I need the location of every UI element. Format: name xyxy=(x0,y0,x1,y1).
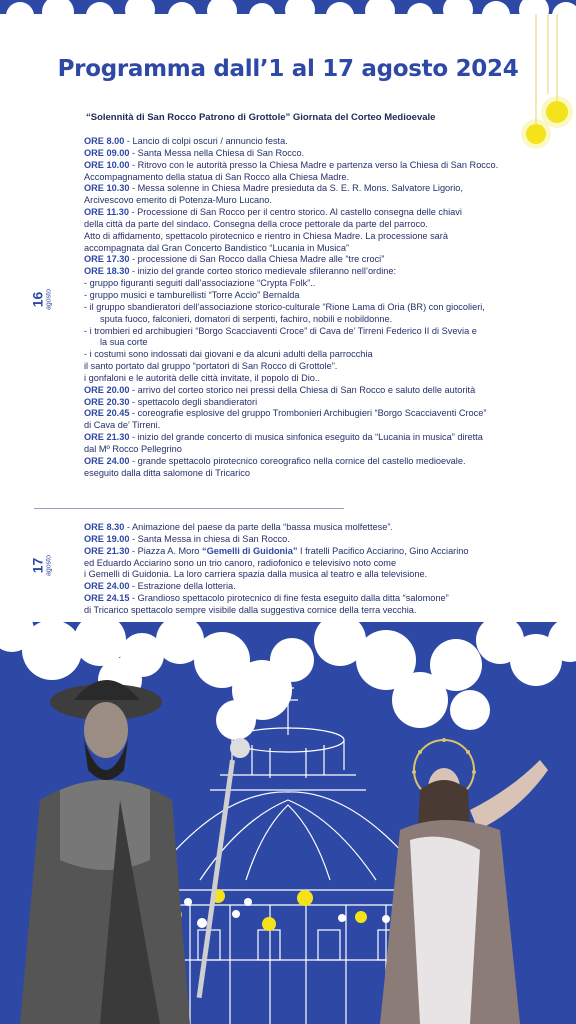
schedule-line xyxy=(84,593,554,605)
event-subtitle: “Solennità di San Rocco Patrono di Grottole” Giornata del Corteo Medioevale xyxy=(86,112,436,123)
schedule-line xyxy=(84,373,554,385)
schedule-line xyxy=(84,278,554,290)
schedule-text: - il gruppo sbandieratori dell’associazione storico-culturale “Rione Lama di Oria (BR) con giocolieri, xyxy=(84,301,485,312)
schedule-text: i Gemelli di Guidonia. La loro carriera spazia dalla musica al teatro e alla televisione. xyxy=(84,569,428,580)
schedule-text: ed Eduardo Acciarino sono un trio canoro, radiofonico e televisivo noto come xyxy=(84,557,397,568)
schedule-text: - grande spettacolo pirotecnico coreografico nella cornice del castello medioevale. xyxy=(129,455,466,466)
schedule-line xyxy=(84,160,554,172)
schedule-line xyxy=(84,408,554,420)
schedule-line xyxy=(84,195,554,207)
schedule-line xyxy=(84,266,554,278)
schedule-time: ORE 20.30 xyxy=(84,396,130,407)
schedule-line xyxy=(84,349,554,361)
schedule-line xyxy=(84,546,554,558)
schedule-highlight: “Gemelli di Guidonia” xyxy=(201,545,298,556)
schedule-line xyxy=(84,385,554,397)
schedule-line xyxy=(84,172,554,184)
schedule-time: ORE 17.30 xyxy=(84,254,130,265)
schedule-line xyxy=(84,522,554,534)
schedule-text: - inizio del grande corteo storico medievale sfileranno nell’ordine: xyxy=(129,266,397,277)
schedule-line xyxy=(84,337,554,349)
day-17-label xyxy=(31,546,54,586)
schedule-line xyxy=(84,183,554,195)
page-title: Programma dall’1 al 17 agosto 2024 xyxy=(57,56,519,82)
schedule-line xyxy=(84,148,554,160)
schedule-text: - arrivo del corteo storico nei pressi della Chiesa di San Rocco e saluto delle autorità xyxy=(129,384,476,395)
schedule-text: - Estrazione della lotteria. xyxy=(129,581,236,592)
schedule-text: I fratelli Pacifico Acciarino, Gino Acciarino xyxy=(297,545,469,556)
schedule-text: di Tricarico spettacolo sempre visibile dalla suggestiva cornice della terra vecchia. xyxy=(84,604,417,615)
madonna-statue xyxy=(380,738,548,1024)
schedule-text: - coreografie esplosive del gruppo Trombonieri Archibugieri “Borgo Scacciaventi Croce” xyxy=(129,408,487,419)
schedule-time: ORE 24.00 xyxy=(84,455,130,466)
day-number: 17 xyxy=(29,557,46,574)
schedule-text: sputa fuoco, falconieri, domatori di serpenti, fachiro, nobili e nobildonne. xyxy=(100,313,393,324)
schedule-line xyxy=(84,136,554,148)
schedule-text: - Santa Messa in chiesa di San Rocco. xyxy=(129,533,290,544)
schedule-text: la sua corte xyxy=(100,337,148,348)
day-month: agosto xyxy=(45,554,53,577)
schedule-text: Atto di affidamento, spettacolo pirotecnico e rientro in Chiesa Madre. La processione sarà xyxy=(84,230,448,241)
schedule-text: - gruppo musici e tamburellisti “Torre Accio” Bernalda xyxy=(84,289,300,300)
schedule-text: - Ritrovo con le autorità presso la Chiesa Madre e partenza verso la Chiesa di San Rocco. xyxy=(129,159,499,170)
schedule-time: ORE 10.30 xyxy=(84,183,130,194)
schedule-text: - processione di San Rocco dalla Chiesa Madre alle “tre croci” xyxy=(129,254,385,265)
schedule-text: Accompagnamento della statua di San Rocco alla Chiesa Madre. xyxy=(84,171,350,182)
schedule-time: ORE 21.30 xyxy=(84,545,130,556)
schedule-text: i gonfaloni e le autorità delle città invitate, il popolo di Dio.. xyxy=(84,372,320,383)
schedule-line xyxy=(84,314,554,326)
schedule-line xyxy=(84,456,554,468)
schedule-text: - Animazione del paese da parte della “bassa musica molfettese”. xyxy=(124,522,393,532)
schedule-text: eseguito dalla ditta salomone di Tricarico xyxy=(84,467,250,478)
schedule-line xyxy=(84,569,554,581)
schedule-text: - Grandioso spettacolo pirotecnico di fine festa eseguito dalla ditta “salomone” xyxy=(129,593,449,604)
schedule-line xyxy=(84,558,554,570)
schedule-line xyxy=(84,302,554,314)
day-month: agosto xyxy=(45,288,53,311)
schedule-time: ORE 09.00 xyxy=(84,147,130,158)
schedule-text: - Piazza A. Moro xyxy=(129,545,202,556)
schedule-text: - Lancio di colpi oscuri / annuncio festa. xyxy=(124,136,288,146)
san-rocco-statue xyxy=(20,680,250,1024)
schedule-line xyxy=(84,207,554,219)
schedule-text: - i costumi sono indossati dai giovani e da alcuni adulti della parrocchia xyxy=(84,349,373,360)
schedule-text: di Cava de’ Tirreni. xyxy=(84,420,161,431)
schedule-line xyxy=(84,361,554,373)
schedule-line xyxy=(84,444,554,456)
day-16-label xyxy=(31,280,54,320)
schedule-time: ORE 8.30 xyxy=(84,522,125,532)
schedule-time: ORE 20.45 xyxy=(84,408,130,419)
schedule-line xyxy=(84,243,554,255)
schedule-line xyxy=(84,534,554,546)
schedule-line xyxy=(84,397,554,409)
schedule-line xyxy=(84,581,554,593)
schedule-time: ORE 19.00 xyxy=(84,533,130,544)
schedule-line xyxy=(84,231,554,243)
schedule-text: dal Mº Rocco Pellegrino xyxy=(84,443,182,454)
schedule-text: Arcivescovo emerito di Potenza-Muro Lucano. xyxy=(84,195,272,206)
dome-lights xyxy=(170,889,411,931)
day-17-schedule xyxy=(84,522,554,617)
day-divider xyxy=(34,508,344,509)
schedule-time: ORE 21.30 xyxy=(84,432,130,443)
day-16-schedule xyxy=(84,136,554,479)
schedule-time: ORE 8.00 xyxy=(84,136,125,146)
schedule-time: ORE 11.30 xyxy=(84,207,129,218)
schedule-text: - inizio del grande concerto di musica sinfonica eseguito da “Lucania in musica” diretta xyxy=(129,432,483,443)
schedule-time: ORE 24.15 xyxy=(84,593,130,604)
schedule-line xyxy=(84,468,554,480)
schedule-line xyxy=(84,290,554,302)
schedule-line xyxy=(84,219,554,231)
schedule-text: della città da parte del sindaco. Consegna della croce pettorale da parte del parroco. xyxy=(84,218,428,229)
schedule-time: ORE 10.00 xyxy=(84,159,130,170)
schedule-line xyxy=(84,605,554,617)
schedule-line xyxy=(84,432,554,444)
schedule-line xyxy=(84,420,554,432)
schedule-time: ORE 24.00 xyxy=(84,581,130,592)
schedule-text: il santo portato dal gruppo “portatori di San Rocco di Grottole”. xyxy=(84,361,338,372)
schedule-time: ORE 18.30 xyxy=(84,266,130,277)
schedule-text: - Processione di San Rocco per il centro storico. Al castello consegna delle chiavi xyxy=(128,207,462,218)
schedule-text: - gruppo figuranti seguiti dall’associazione “Crypta Folk”.. xyxy=(84,278,316,289)
schedule-text: - Santa Messa nella Chiesa di San Rocco. xyxy=(129,147,305,158)
schedule-text: accompagnata dal Gran Concerto Bandistico “Lucania in Musica” xyxy=(84,242,350,253)
schedule-line xyxy=(84,254,554,266)
schedule-text: - Messa solenne in Chiesa Madre presieduta da S. E. R. Mons. Salvatore Ligorio, xyxy=(129,183,463,194)
schedule-text: - i trombieri ed archibugieri “Borgo Scacciaventi Croce” di Cava de’ Tirreni Federico II di Svevia e xyxy=(84,325,477,336)
schedule-time: ORE 20.00 xyxy=(84,384,130,395)
schedule-text: - spettacolo degli sbandieratori xyxy=(129,396,258,407)
schedule-line xyxy=(84,326,554,338)
day-number: 16 xyxy=(29,291,46,308)
